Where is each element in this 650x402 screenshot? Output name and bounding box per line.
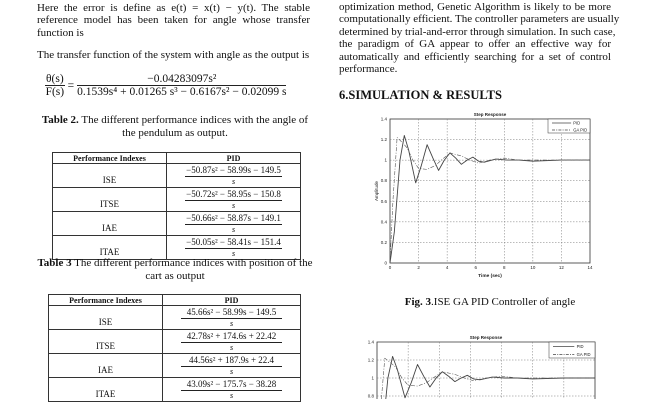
- header-cell: Performance Indexes: [53, 153, 167, 164]
- text-line: Here the error is define as e(t) = x(t) − y(t). The stable: [37, 2, 310, 14]
- x-tick-label: 4: [445, 265, 449, 270]
- x-tick-label: 14: [587, 265, 593, 270]
- text-line: computationally efficient. The controller parameters are usually: [339, 13, 620, 26]
- numerator: 45.66s² − 58.99s − 149.5: [181, 307, 282, 319]
- numerator: 44.56s² + 187.9s + 22.4: [181, 355, 282, 367]
- y-tick-label: 1.2: [380, 137, 387, 143]
- tf-intro: The transfer function of the system with angle as the output is: [37, 49, 310, 61]
- eq-lhs-numerator: θ(s): [46, 73, 64, 85]
- legend-label: GA PID: [573, 127, 588, 133]
- denominator: s: [229, 390, 234, 400]
- y-tick-label: 1: [371, 375, 374, 381]
- x-tick-label: 10: [530, 265, 536, 270]
- y-tick-label: 0.6: [380, 198, 387, 204]
- x-tick-label: 8: [503, 265, 506, 270]
- denominator: s: [231, 224, 236, 234]
- y-tick-label: 0.8: [367, 393, 374, 399]
- legend-label: PID: [573, 120, 581, 126]
- chart-title: Step Response: [473, 112, 507, 117]
- y-tick-label: 1: [384, 157, 387, 163]
- text-line: automatically and efficiently searching for a set of control: [339, 50, 611, 63]
- numerator: −50.05s² − 58.41s − 151.4: [186, 236, 281, 247]
- caption-label: Table 2.: [41, 114, 79, 126]
- denominator: s: [231, 176, 236, 186]
- y-tick-label: 1.4: [367, 339, 374, 345]
- denominator: s: [231, 248, 236, 258]
- x-tick-label: 0: [388, 265, 392, 270]
- index-cell: ISE: [53, 164, 167, 188]
- caption-label: Table 3: [37, 257, 72, 269]
- denominator: s: [229, 366, 234, 376]
- numerator: −50.72s² − 58.95s − 150.8: [186, 188, 281, 199]
- x-axis-label: Time (sec): [478, 274, 502, 279]
- header-cell: Performance Indexes: [49, 295, 163, 306]
- text-line: performance.: [339, 63, 398, 76]
- index-cell: ISE: [49, 306, 163, 330]
- eq-rhs-numerator: −0.04283097s²: [77, 73, 286, 86]
- caption-text: .ISE GA PID Controller of angle: [431, 296, 576, 308]
- text-line: determined by trial-and-error through simulation. In such case,: [339, 25, 616, 38]
- caption-label: Fig. 3: [404, 296, 432, 308]
- y-tick-label: 1.2: [367, 357, 374, 363]
- fig3-caption: [380, 296, 600, 309]
- text-line: optimization method, Genetic Algorithm is likely to be more: [339, 1, 611, 13]
- y-axis-label: Amplitude: [374, 180, 379, 202]
- index-cell: IAE: [49, 354, 163, 378]
- header-cell: PID: [163, 295, 301, 306]
- eq-lhs-denominator: F(s): [45, 86, 65, 98]
- y-tick-label: 0.4: [380, 219, 387, 225]
- y-tick-label: 0: [384, 260, 387, 266]
- numerator: 42.78s² + 174.6s + 22.42: [181, 331, 282, 343]
- numerator: −50.87s² − 58.99s − 149.5: [186, 164, 281, 175]
- chart-title: Step Response: [469, 335, 503, 340]
- denominator: s: [229, 318, 234, 328]
- text-line: the paradigm of GA appear to offer an effective way for: [339, 38, 611, 51]
- caption-text: The different performance indices with position of the cart as output: [71, 257, 313, 282]
- numerator: 43.09s² − 175.7s − 38.28: [181, 379, 282, 391]
- x-tick-label: 2: [417, 265, 420, 270]
- index-cell: IAE: [53, 212, 167, 236]
- index-cell: ITSE: [53, 188, 167, 212]
- plot-area: [390, 119, 590, 263]
- denominator: s: [229, 342, 234, 352]
- denominator: s: [231, 200, 236, 210]
- y-tick-label: 0.8: [380, 178, 387, 184]
- equals-sign: =: [67, 79, 75, 92]
- x-tick-label: 6: [474, 265, 477, 270]
- eq-rhs-denominator: 0.1539s⁴ + 0.01265 s³ − 0.6167s² − 0.02099 s: [77, 86, 287, 98]
- header-cell: PID: [167, 153, 301, 164]
- caption-text: The different performance indices with the angle of the pendulum as output.: [78, 114, 309, 139]
- index-cell: ITAE: [49, 378, 163, 402]
- legend-label: GA PID: [576, 352, 591, 357]
- y-tick-label: 0.2: [380, 239, 387, 245]
- numerator: −50.66s² − 58.87s − 149.1: [186, 212, 281, 223]
- text-line: function is: [37, 26, 84, 39]
- index-cell: ITSE: [49, 330, 163, 354]
- x-tick-label: 12: [558, 265, 564, 270]
- y-tick-label: 1.4: [380, 116, 387, 122]
- text-line: reference model has been taken for angle whose transfer: [37, 14, 310, 27]
- legend-label: PID: [576, 344, 584, 349]
- section-heading: 6.SIMULATION & RESULTS: [339, 88, 502, 102]
- index-cell: ITAE: [53, 236, 167, 260]
